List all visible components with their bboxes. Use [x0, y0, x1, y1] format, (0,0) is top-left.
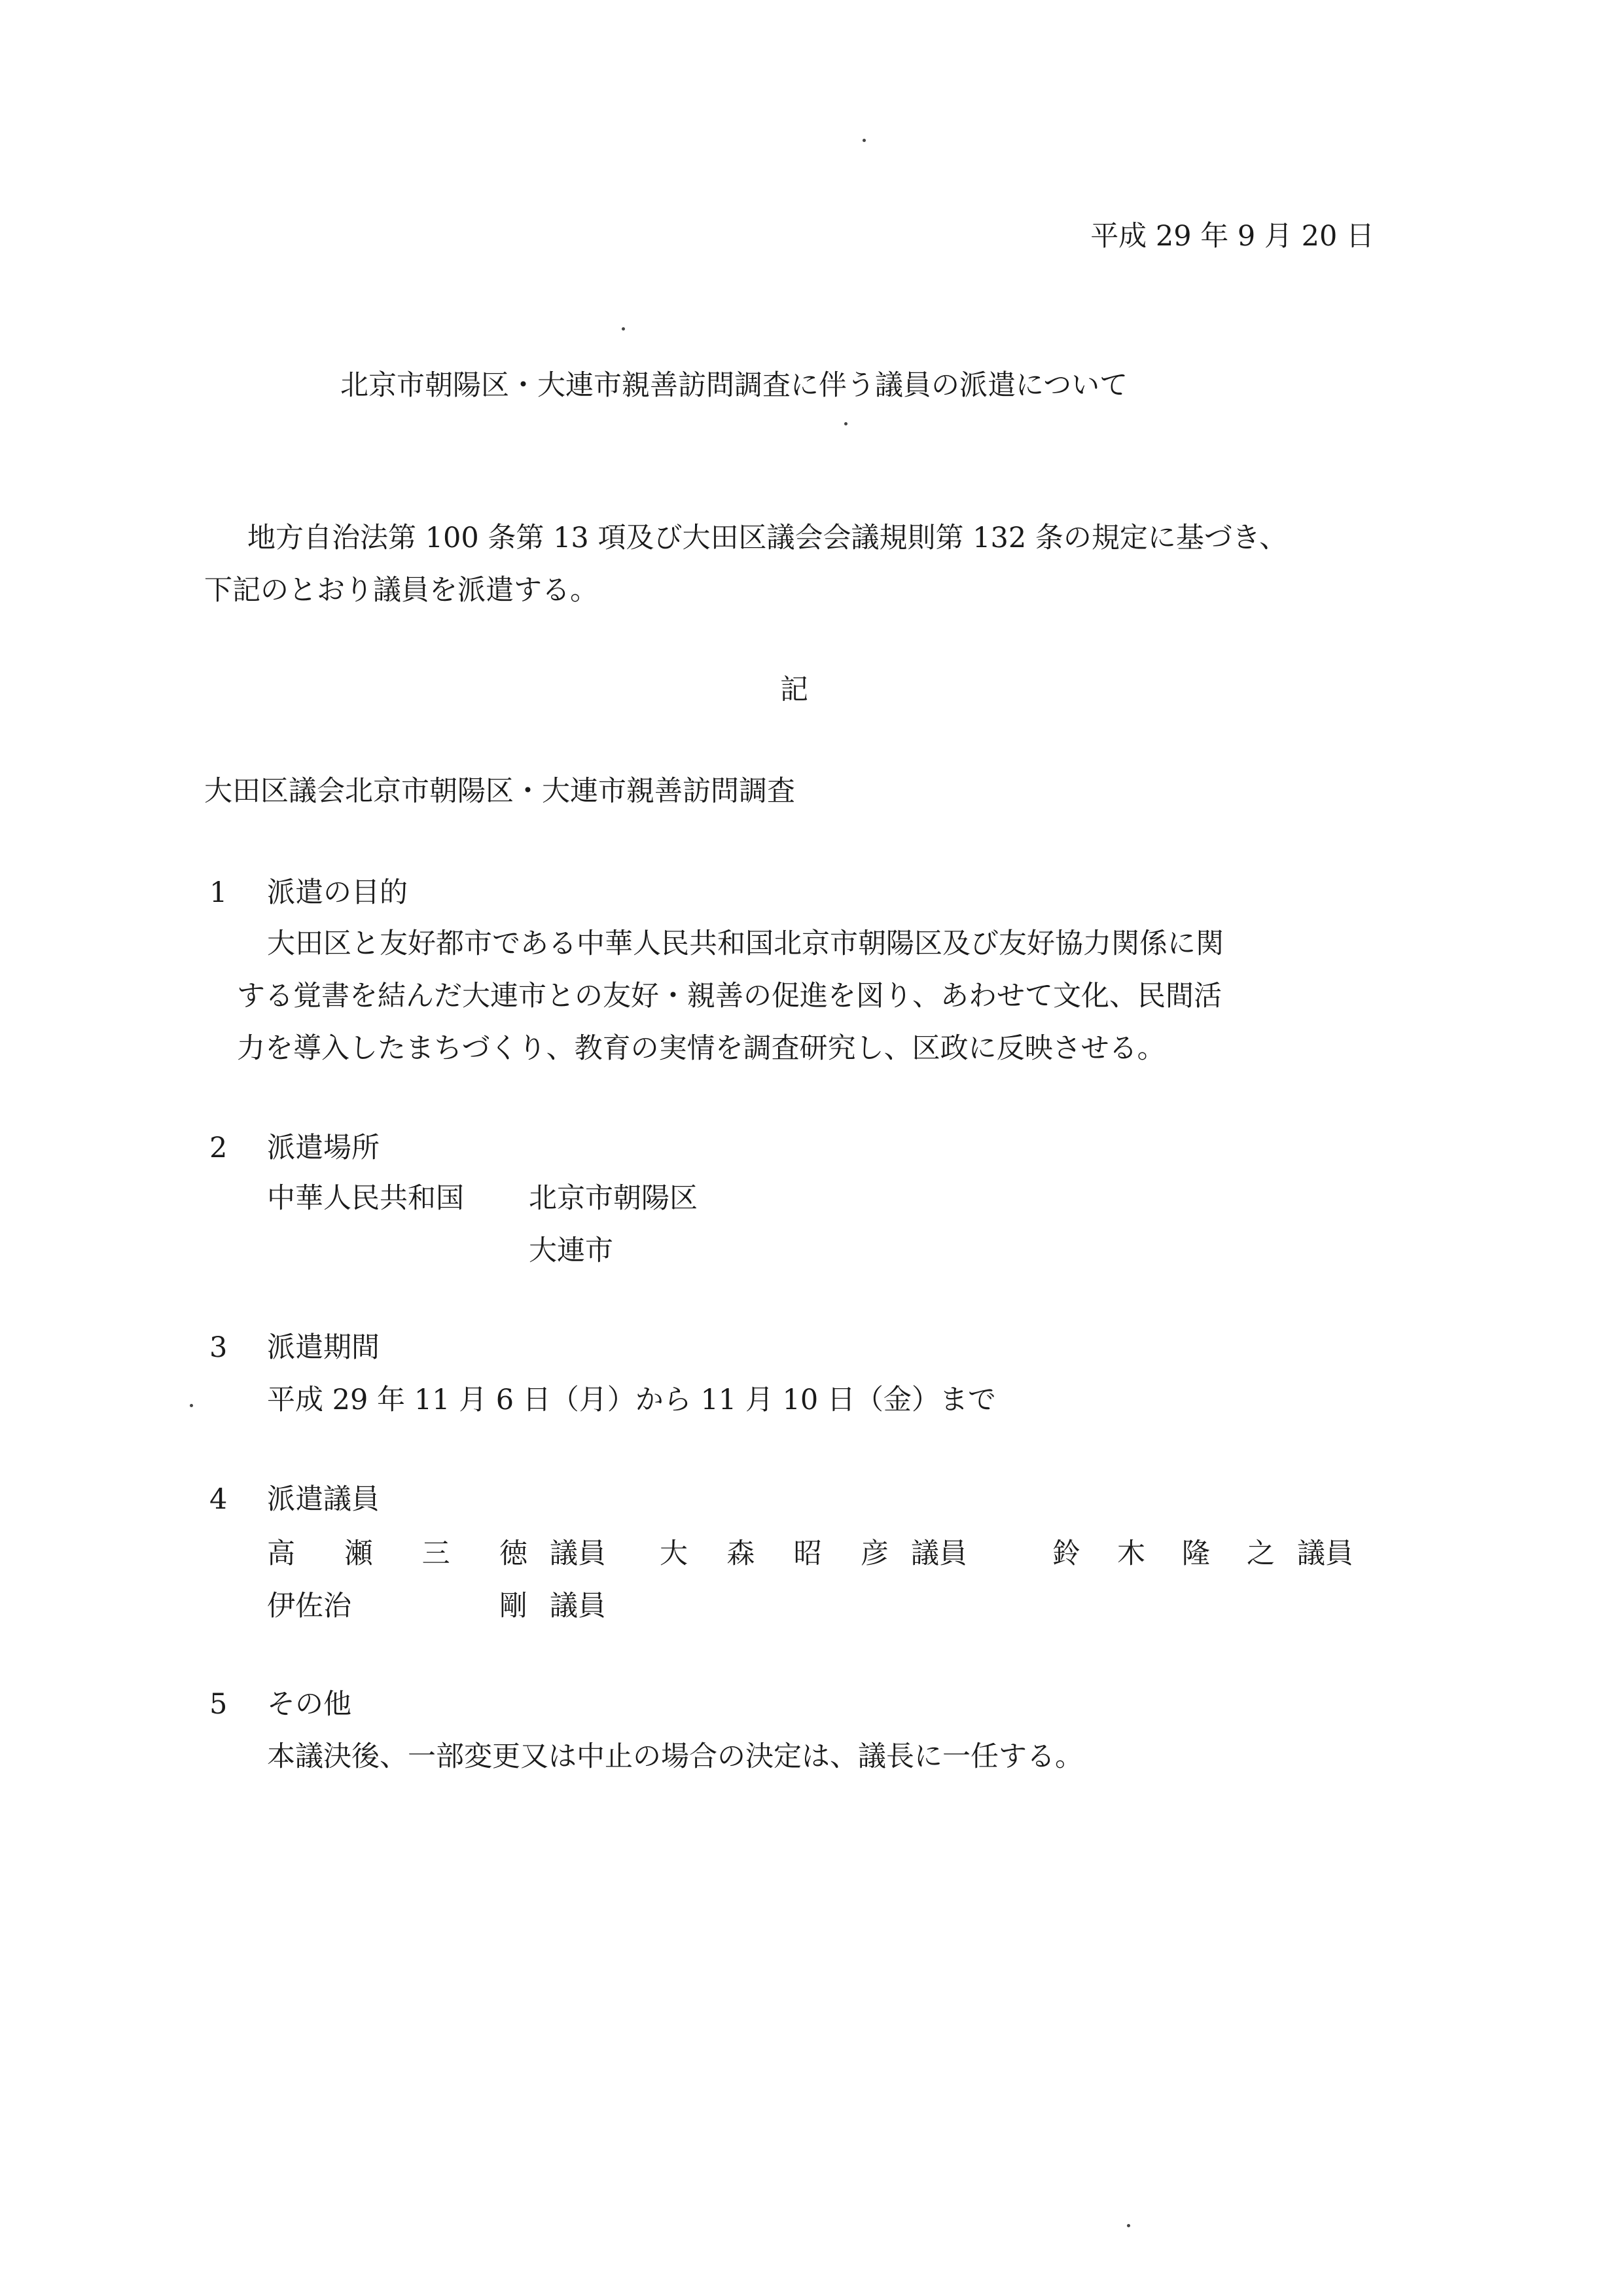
period-text: 平成 29 年 11 月 6 日（月）から 11 月 10 日（金）まで — [267, 1384, 996, 1416]
ki-heading: 記 — [780, 673, 808, 706]
place-city-2: 大連市 — [529, 1234, 613, 1267]
scan-speck — [863, 139, 866, 142]
member-name — [660, 1532, 889, 1571]
scan-speck — [622, 327, 625, 331]
member-entry — [267, 1532, 660, 1571]
purpose-line-3: 力を導入したまちづくり、教育の実情を調査研究し、区政に反映させる。 — [237, 1032, 1166, 1065]
scan-speck — [190, 1404, 193, 1407]
member-name — [1052, 1532, 1275, 1571]
section-3-number: 3 — [209, 1331, 228, 1364]
name-char: 瀬 — [344, 1537, 373, 1570]
name-char: 剛 — [499, 1589, 527, 1623]
place-city-1: 北京市朝陽区 — [529, 1182, 698, 1215]
section-1-heading: 派遣の目的 — [267, 876, 408, 909]
section-3-heading: 派遣期間 — [267, 1331, 380, 1364]
section-1-number: 1 — [209, 876, 228, 909]
name-char: 三 — [421, 1537, 450, 1570]
document-date: 平成 29 年 9 月 20 日 — [1090, 220, 1374, 253]
section-2-heading: 派遣場所 — [267, 1132, 380, 1164]
member-row-1 — [267, 1525, 1380, 1577]
name-char: 伊佐治 — [267, 1589, 351, 1623]
name-char: 森 — [726, 1537, 755, 1570]
member-name — [267, 1584, 527, 1624]
member-entry — [1052, 1532, 1380, 1571]
name-char: 木 — [1117, 1537, 1145, 1570]
event-name: 大田区議会北京市朝陽区・大連市親善訪問調査 — [204, 775, 795, 808]
member-role: 議員 — [1297, 1537, 1353, 1570]
intro-line-2: 下記のとおり議員を派遣する。 — [204, 574, 598, 607]
intro-line-1: 地方自治法第 100 条第 13 項及び大田区議会会議規則第 132 条の規定に基づき、 — [247, 522, 1288, 554]
name-char: 彦 — [860, 1537, 889, 1570]
member-name — [267, 1532, 527, 1571]
member-role: 議員 — [550, 1589, 606, 1623]
scan-speck — [1127, 2224, 1130, 2227]
section-5-number: 5 — [209, 1688, 228, 1721]
purpose-line-2: する覚書を結んだ大連市との友好・親善の促進を図り、あわせて文化、民間活 — [237, 980, 1222, 1013]
member-entry — [267, 1584, 660, 1624]
section-4-number: 4 — [209, 1483, 228, 1516]
name-char: 昭 — [793, 1537, 822, 1570]
member-entry — [660, 1532, 1052, 1571]
member-row-2 — [267, 1577, 1380, 1630]
name-char: 高 — [267, 1537, 295, 1570]
place-country: 中華人民共和国 — [267, 1182, 464, 1215]
member-role: 議員 — [911, 1537, 967, 1570]
purpose-line-1: 大田区と友好都市である中華人民共和国北京市朝陽区及び友好協力関係に関 — [267, 927, 1224, 960]
scan-speck — [844, 422, 847, 425]
name-char: 鈴 — [1052, 1537, 1080, 1570]
other-text: 本議決後、一部変更又は中止の場合の決定は、議長に一任する。 — [267, 1740, 1083, 1773]
section-2-number: 2 — [209, 1132, 228, 1164]
member-role: 議員 — [550, 1537, 606, 1570]
section-4-heading: 派遣議員 — [267, 1483, 380, 1516]
name-char: 徳 — [499, 1537, 527, 1570]
section-5-heading: その他 — [267, 1688, 351, 1721]
document-title: 北京市朝陽区・大連市親善訪問調査に伴う議員の派遣について — [340, 369, 1128, 402]
name-char: 隆 — [1182, 1537, 1210, 1570]
name-char: 之 — [1247, 1537, 1275, 1570]
member-list — [267, 1525, 1380, 1630]
name-char: 大 — [660, 1537, 688, 1570]
